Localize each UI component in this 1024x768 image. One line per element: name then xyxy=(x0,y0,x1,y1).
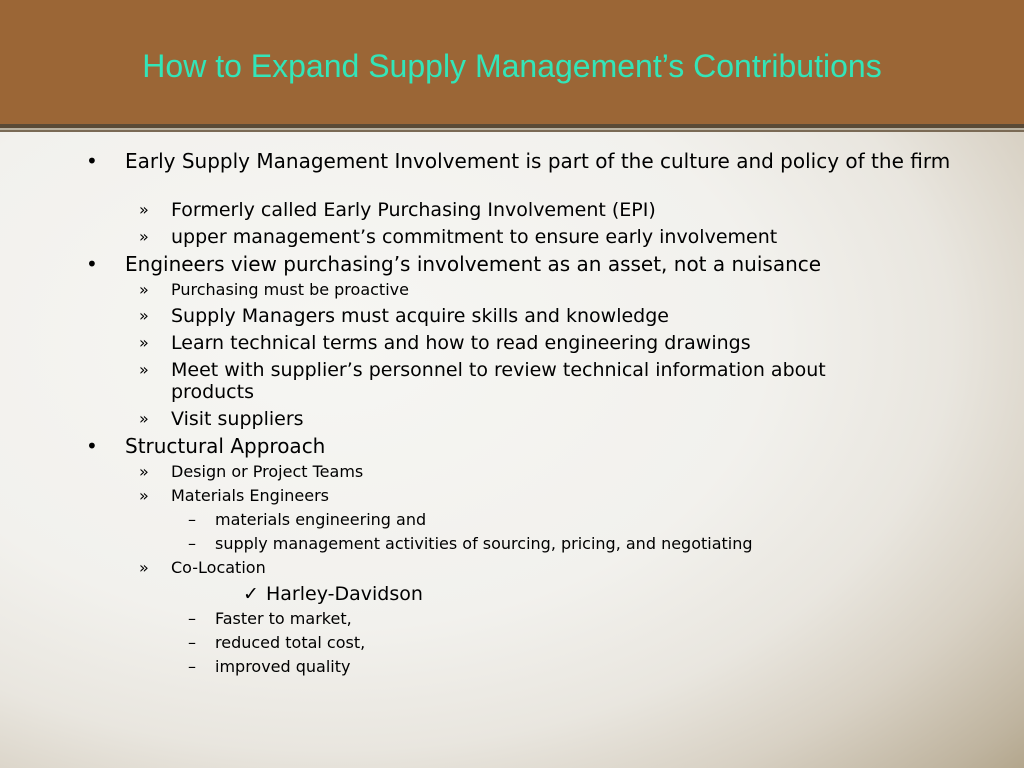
check-item: Harley-Davidson xyxy=(266,583,423,605)
slide-title: How to Expand Supply Management’s Contributions xyxy=(142,48,882,84)
sub-bullet-marker: » xyxy=(139,306,149,325)
sub-bullet-item: Meet with supplier’s personnel to review technical information about products xyxy=(171,359,826,403)
sub-bullet-item: Visit suppliers xyxy=(171,408,304,430)
bullet-item: Engineers view purchasing’s involvement as an asset, not a nuisance xyxy=(125,252,822,276)
sub-bullet-item: Learn technical terms and how to read engineering drawings xyxy=(171,332,751,354)
sub-bullet-item: Materials Engineers xyxy=(171,486,330,505)
dash-item: reduced total cost, xyxy=(215,633,366,652)
sub-bullet-item: Supply Managers must acquire skills and knowledge xyxy=(171,305,669,327)
sub-bullet-marker: » xyxy=(139,227,149,246)
sub-bullet-item: upper management’s commitment to ensure early involvement xyxy=(171,226,778,248)
bullet-marker: • xyxy=(86,252,98,276)
sub-bullet-marker: » xyxy=(139,486,149,505)
check-icon: ✓ xyxy=(243,583,259,605)
sub-bullet-item: Formerly called Early Purchasing Involvement (EPI) xyxy=(171,199,656,221)
bullet-marker: • xyxy=(86,434,98,458)
dash-marker: – xyxy=(188,510,196,529)
dash-marker: – xyxy=(188,657,196,676)
sub-bullet-marker: » xyxy=(139,409,149,428)
bullet-marker: • xyxy=(86,149,98,173)
dash-item: Faster to market, xyxy=(215,609,352,628)
sub-bullet-marker: » xyxy=(139,360,149,379)
title-divider-shadow xyxy=(0,130,1024,132)
sub-bullet-marker: » xyxy=(139,558,149,577)
dash-marker: – xyxy=(188,633,196,652)
dash-item: materials engineering and xyxy=(215,510,427,529)
sub-bullet-item: Co-Location xyxy=(171,558,266,577)
sub-bullet-item: Design or Project Teams xyxy=(171,462,364,481)
dash-marker: – xyxy=(188,609,196,628)
dash-item: supply management activities of sourcing, pricing, and negotiating xyxy=(215,534,753,553)
bullet-item: Early Supply Management Involvement is part of the culture and policy of the firm xyxy=(125,149,951,173)
sub-bullet-marker: » xyxy=(139,333,149,352)
sub-bullet-marker: » xyxy=(139,200,149,219)
sub-bullet-item: Purchasing must be proactive xyxy=(171,280,409,299)
dash-item: improved quality xyxy=(215,657,351,676)
sub-bullet-marker: » xyxy=(139,280,149,299)
title-bar xyxy=(0,0,1024,124)
bullet-item: Structural Approach xyxy=(125,434,326,458)
sub-bullet-marker: » xyxy=(139,462,149,481)
dash-marker: – xyxy=(188,534,196,553)
